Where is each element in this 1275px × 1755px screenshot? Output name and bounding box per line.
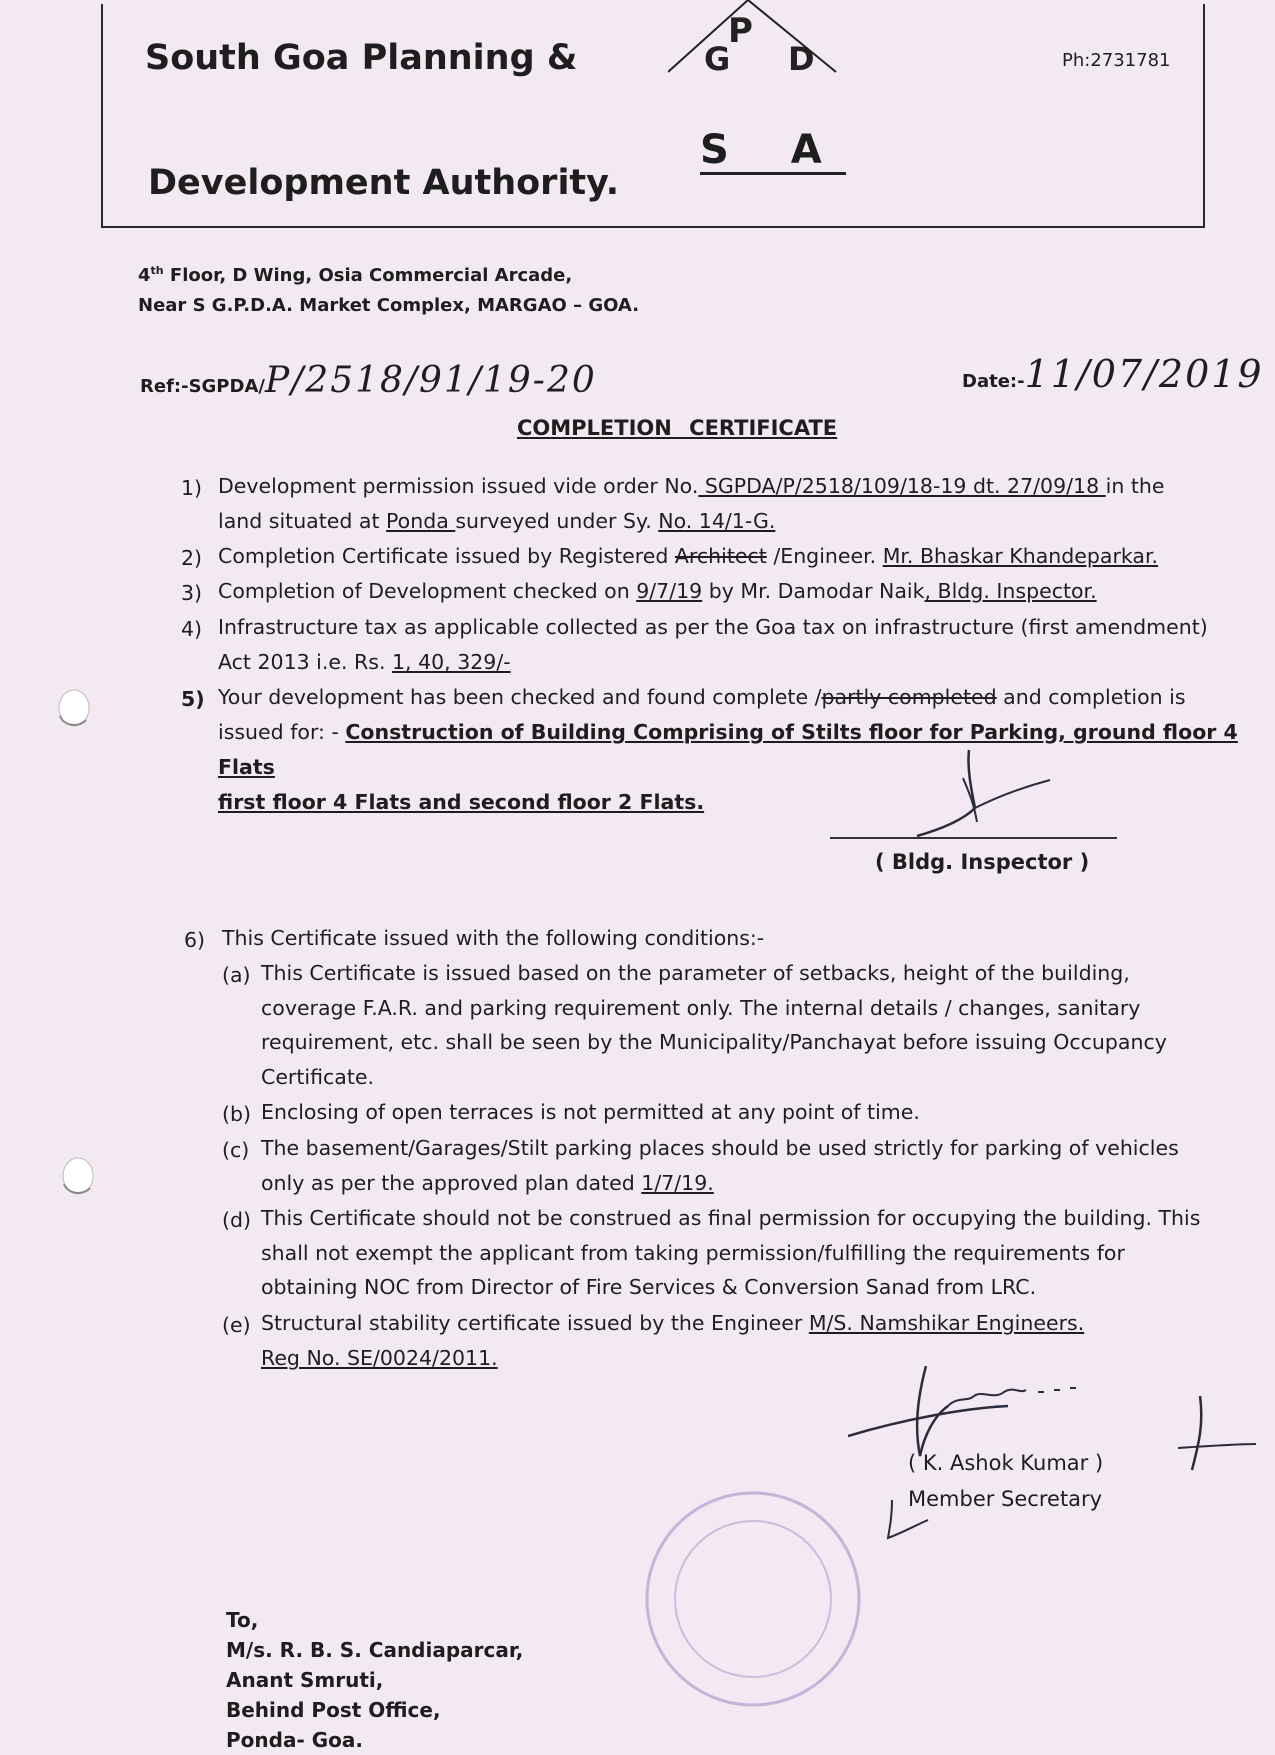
item-number-1: 1) [181, 476, 203, 500]
item-number-6: 6) [184, 928, 206, 952]
item-1: Development permission issued vide order No. SGPDA/P/2518/109/18-19 dt. 27/09/18 in the land situated at Ponda surveyed under Sy. No. 14/1-G. [218, 474, 1165, 533]
office-stamp [642, 1488, 864, 1710]
phone-number: Ph:2731781 [1062, 50, 1171, 71]
item-number-4: 4) [181, 617, 203, 641]
punch-hole-bottom [56, 1150, 96, 1200]
issue-date: Date:-11/07/2019 [962, 352, 1264, 396]
condition-e: Structural stability certificate issued by the Engineer M/S. Namshikar Engineers. Reg No. SE/0024/2011. [261, 1311, 1085, 1370]
addressee-name: M/s. R. B. S. Candiaparcar, [226, 1638, 524, 1662]
logo-letter-d: D [788, 40, 815, 78]
item-4: Infrastructure tax as applicable collected as per the Goa tax on infrastructure (first amendment) Act 2013 i.e. Rs. 1, 40, 329/- [218, 615, 1208, 674]
certificate-title: COMPLETION CERTIFICATE [517, 416, 838, 440]
condition-d: This Certificate should not be construed as final permission for occupying the building. This shall not exempt the applicant from taking permission/fulfilling the requirements for obtaining NOC from Director of Fire Services & Conversion Sanad from LRC. [261, 1206, 1201, 1299]
item-3: Completion of Development checked on 9/7/19 by Mr. Damodar Naik, Bldg. Inspector. [218, 579, 1097, 603]
conditions-intro: This Certificate issued with the following conditions:- [222, 926, 765, 950]
office-address [138, 256, 639, 321]
signatory-block [908, 1445, 1103, 1517]
date-handwritten: 11/07/2019 [1024, 352, 1264, 396]
bldg-inspector-label: ( Bldg. Inspector ) [875, 850, 1090, 874]
logo-letters-sa: S A [700, 127, 846, 173]
condition-d-label: (d) [222, 1208, 252, 1232]
condition-b-label: (b) [222, 1102, 252, 1126]
item-2: Completion Certificate issued by Registered Architect /Engineer. Mr. Bhaskar Khandeparkar. [218, 544, 1159, 568]
logo-letter-g: G [704, 40, 731, 78]
address-line2: Near S G.P.D.A. Market Complex, MARGAO – GOA. [138, 295, 640, 316]
item-number-5: 5) [181, 687, 205, 711]
addressee-address-1: Anant Smruti, [226, 1668, 384, 1692]
item-number-2: 2) [181, 546, 203, 570]
addressee-address-2: Behind Post Office, [226, 1698, 441, 1722]
punch-hole-top [52, 686, 92, 730]
org-name-line1: South Goa Planning & [145, 38, 578, 78]
condition-a: This Certificate is issued based on the parameter of setbacks, height of the building, coverage F.A.R. and parking requirement only. The internal details / changes, sanitary requirement, etc. shall be seen by the Municipality/Panchayat before issuing Occupancy Certificate. [261, 961, 1167, 1089]
addressee-city: Ponda- Goa. [226, 1728, 363, 1752]
item-number-3: 3) [181, 581, 203, 605]
inspector-signature [905, 748, 1055, 840]
condition-c: The basement/Garages/Stilt parking places should be used strictly for parking of vehicles only as per the approved plan dated 1/7/19. [261, 1136, 1179, 1195]
reference-handwritten: P/2518/91/19-20 [264, 360, 597, 401]
addressee-block [226, 1605, 523, 1755]
signatory-name: ( K. Ashok Kumar ) [908, 1451, 1104, 1475]
condition-a-label: (a) [222, 963, 251, 987]
item-5: Your development has been checked and found complete /partly completed and completion is issued for: - Construction of Building Comprising of Stilts floor for Parking, ground floor 4 Flats first floor 4 Flats and second floor 2 Flats. [218, 685, 1238, 814]
address-line1: 4th Floor, D Wing, Osia Commercial Arcade, [138, 264, 573, 286]
condition-e-label: (e) [222, 1313, 251, 1337]
condition-b: Enclosing of open terraces is not permitted at any point of time. [261, 1100, 920, 1124]
signatory-designation: Member Secretary [908, 1487, 1103, 1511]
org-name-line2: Development Authority. [148, 163, 620, 203]
condition-c-label: (c) [222, 1138, 250, 1162]
reference-number: Ref:-SGPDA/P/2518/91/19-20 [140, 360, 597, 401]
logo-letter-p: P [728, 11, 753, 51]
inspector-signature-line [830, 837, 1117, 839]
addressee-to: To, [226, 1608, 259, 1632]
